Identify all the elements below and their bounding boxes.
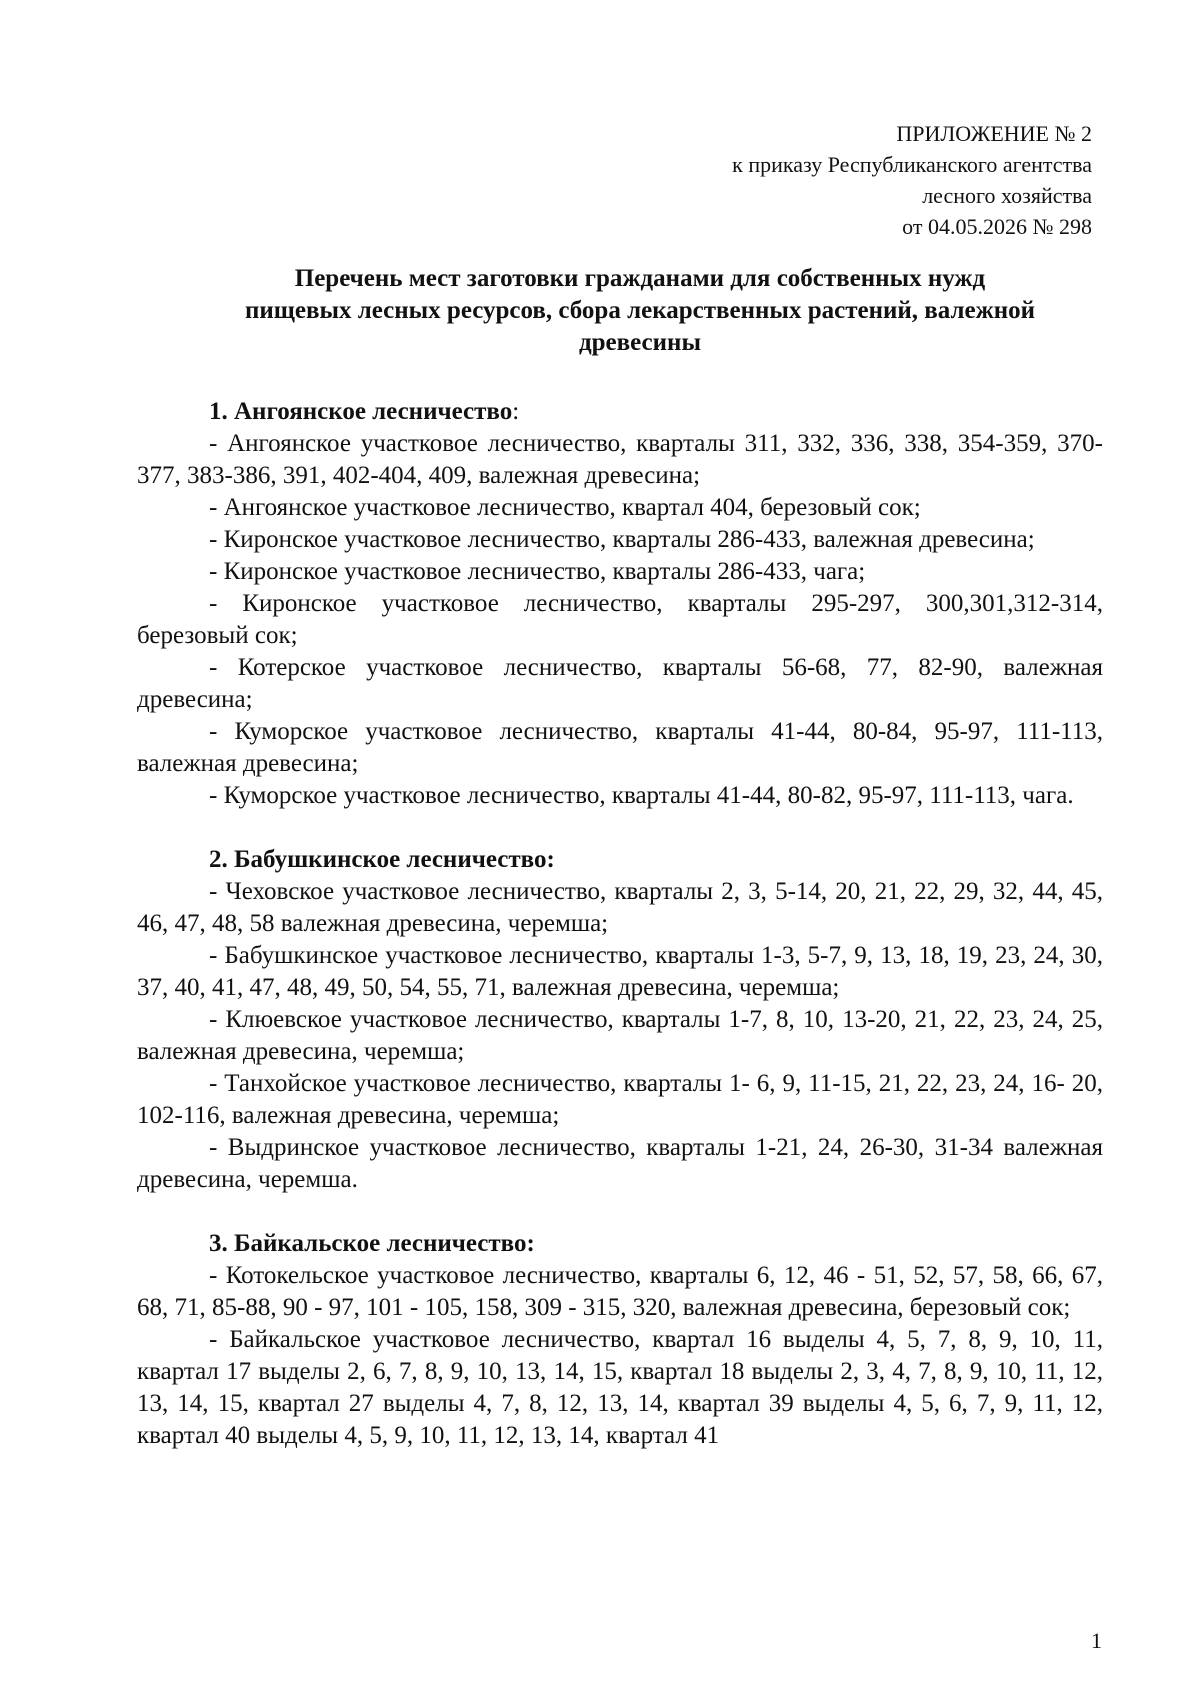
section-heading-text: 1. Ангоянское лесничество xyxy=(209,398,513,425)
annex-header xyxy=(732,118,1092,242)
list-item: - Бабушкинское участковое лесничество, кварталы 1-3, 5-7, 9, 13, 18, 19, 23, 24, 30, 37, 40, 41, 47, 48, 49, 50, 54, 55, 71, валежная древесина, черемша; xyxy=(137,942,1103,1001)
list-item: - Киронское участковое лесничество, кварталы 295-297, 300,301,312-314, березовый сок; xyxy=(137,590,1103,649)
section-heading-text: 2. Бабушкинское лесничество: xyxy=(209,846,555,873)
list-item: - Ангоянское участковое лесничество, кварталы 311, 332, 336, 338, 354-359, 370-377, 383-386, 391, 402-404, 409, валежная древесина; xyxy=(137,430,1103,489)
list-item: - Ангоянское участковое лесничество, квартал 404, березовый сок; xyxy=(209,494,921,521)
section-heading-text: 3. Байкальское лесничество: xyxy=(209,1230,535,1257)
document-body xyxy=(137,396,1103,1484)
list-item: - Байкальское участковое лесничество, квартал 16 выделы 4, 5, 7, 8, 9, 10, 11, квартал 17 выделы 2, 6, 7, 8, 9, 10, 13, 14, 15, квартал 18 выделы 2, 3, 4, 7, 8, 9, 10, 11, 12, 13, 14, 15, квартал 27 выделы 4, 7, 8, 12, 13, 14, квартал 39 выделы 4, 5, 6, 7, 9, 11, 12, квартал 40 выделы 4, 5, 9, 10, 11, 12, 13, 14, квартал 41 xyxy=(137,1326,1103,1449)
list-item: - Куморское участковое лесничество, кварталы 41-44, 80-82, 95-97, 111-113, чага. xyxy=(209,782,1074,809)
title-line: Перечень мест заготовки гражданами для собственных нужд xyxy=(294,265,986,292)
list-item: - Куморское участковое лесничество, кварталы 41-44, 80-84, 95-97, 111-113, валежная древесина; xyxy=(137,718,1103,777)
section-babushkinskoe xyxy=(137,844,1103,1196)
list-item: - Котерское участковое лесничество, кварталы 56-68, 77, 82-90, валежная древесина; xyxy=(137,654,1103,713)
annex-order-line: к приказу Республиканского агентства xyxy=(732,152,1092,177)
list-item: - Танхойское участковое лесничество, кварталы 1- 6, 9, 11-15, 21, 22, 23, 24, 16- 20, 102-116, валежная древесина, черемша; xyxy=(137,1070,1103,1129)
annex-agency-line: лесного хозяйства xyxy=(922,183,1092,208)
section-baikalskoe xyxy=(137,1228,1103,1452)
title-line: древесины xyxy=(579,329,701,356)
section-heading xyxy=(137,396,1103,428)
annex-date-number: от 04.05.2026 № 298 xyxy=(902,214,1092,239)
list-item: - Чеховское участковое лесничество, кварталы 2, 3, 5-14, 20, 21, 22, 29, 32, 44, 45, 46, 47, 48, 58 валежная древесина, черемша; xyxy=(137,878,1103,937)
section-heading-colon: : xyxy=(512,398,520,425)
title-line: пищевых лесных ресурсов, сбора лекарственных растений, валежной xyxy=(244,297,1036,324)
section-angoyanskoe xyxy=(137,396,1103,812)
annex-title: ПРИЛОЖЕНИЕ № 2 xyxy=(896,121,1092,146)
page-number: 1 xyxy=(1091,1628,1102,1653)
document-title xyxy=(180,263,1100,359)
list-item: - Котокельское участковое лесничество, кварталы 6, 12, 46 - 51, 52, 57, 58, 66, 67, 68, 71, 85-88, 90 - 97, 101 - 105, 158, 309 - 315, 320, валежная древесина, березовый сок; xyxy=(137,1262,1103,1321)
section-heading xyxy=(137,844,1103,876)
list-item: - Киронское участковое лесничество, кварталы 286-433, валежная древесина; xyxy=(209,526,1035,553)
list-item: - Киронское участковое лесничество, кварталы 286-433, чага; xyxy=(209,558,866,585)
list-item: - Клюевское участковое лесничество, кварталы 1-7, 8, 10, 13-20, 21, 22, 23, 24, 25, валежная древесина, черемша; xyxy=(137,1006,1103,1065)
list-item: - Выдринское участковое лесничество, кварталы 1-21, 24, 26-30, 31-34 валежная древесина, черемша. xyxy=(137,1134,1103,1193)
section-heading xyxy=(137,1228,1103,1260)
